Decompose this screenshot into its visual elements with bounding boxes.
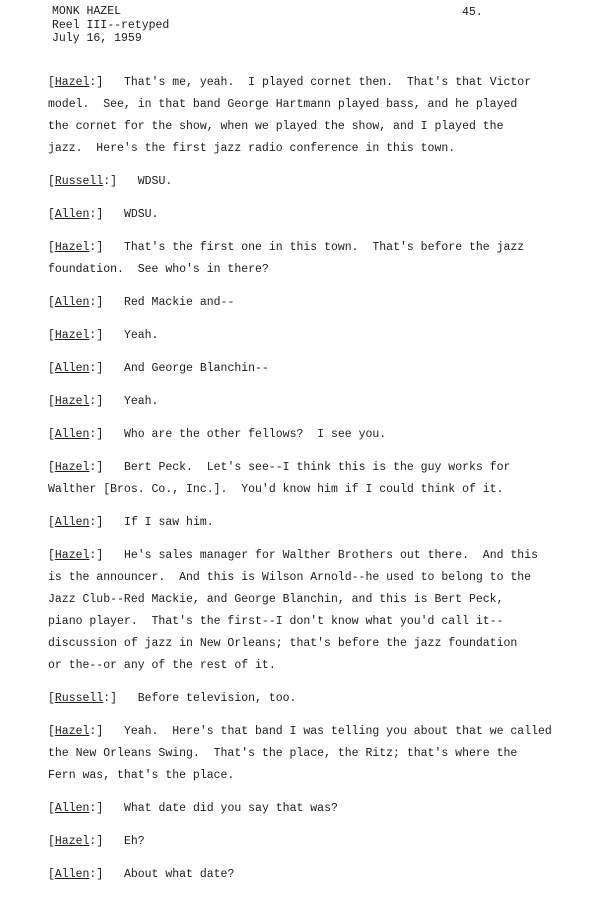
speaker-bracket: :] (89, 296, 124, 309)
speaker-bracket: :] (89, 329, 124, 342)
transcript-line (48, 116, 578, 138)
transcript-line (48, 171, 578, 193)
speaker-name: Hazel (54, 395, 90, 408)
line-text: is the announcer. And this is Wilson Arnold--he used to belong to the (48, 571, 532, 584)
line-text: Yeah. (123, 395, 159, 408)
transcript-line (48, 655, 578, 677)
speaker-name: Hazel (54, 835, 90, 848)
speaker-name: Hazel (54, 329, 90, 342)
line-text: the New Orleans Swing. That's the place, the Ritz; that's where the (48, 747, 518, 760)
speaker-bracket: [ (48, 835, 55, 848)
line-text: discussion of jazz in New Orleans; that's before the jazz foundation (48, 637, 518, 650)
speaker-turn (48, 512, 578, 534)
speaker-bracket: [ (48, 868, 55, 881)
speaker-bracket: :] (89, 76, 124, 89)
speaker-bracket: :] (89, 549, 124, 562)
speaker-name: Russell (54, 175, 104, 188)
speaker-bracket: :] (89, 725, 124, 738)
line-text: WDSU. (123, 208, 159, 221)
transcript-line (48, 325, 578, 347)
speaker-bracket: [ (48, 296, 55, 309)
line-text: Yeah. (123, 329, 159, 342)
transcript-line (48, 545, 578, 567)
speaker-bracket: :] (89, 461, 124, 474)
speaker-bracket: [ (48, 395, 55, 408)
line-text: or the--or any of the rest of it. (48, 659, 276, 672)
speaker-bracket: [ (48, 362, 55, 375)
transcript-line (48, 512, 578, 534)
page-header (52, 5, 169, 46)
line-text: If I saw him. (123, 516, 214, 529)
speaker-bracket: :] (103, 692, 138, 705)
line-text: model. See, in that band George Hartmann played bass, and he played (48, 98, 518, 111)
transcript-line (48, 831, 578, 853)
transcript-line (48, 721, 578, 743)
speaker-name: Allen (54, 362, 90, 375)
speaker-bracket: :] (89, 428, 124, 441)
line-text: And George Blanchin-- (123, 362, 269, 375)
speaker-bracket: [ (48, 692, 55, 705)
transcript-line (48, 292, 578, 314)
line-text: WDSU. (137, 175, 173, 188)
reel-label: Reel III--retyped (52, 18, 170, 32)
speaker-name: Hazel (54, 725, 90, 738)
transcript-line (48, 138, 578, 160)
speaker-turn (48, 721, 578, 787)
line-text: He's sales manager for Walther Brothers out there. And this (123, 549, 539, 562)
transcript-line (48, 204, 578, 226)
transcript-line (48, 424, 578, 446)
line-text: the cornet for the show, when we played the show, and I played the (48, 120, 504, 133)
line-text: Who are the other fellows? I see you. (123, 428, 387, 441)
transcript-line (48, 237, 578, 259)
transcript-line (48, 457, 578, 479)
speaker-bracket: [ (48, 175, 55, 188)
speaker-turn (48, 831, 578, 853)
speaker-turn (48, 171, 578, 193)
speaker-name: Hazel (54, 461, 90, 474)
speaker-bracket: :] (103, 175, 138, 188)
speaker-bracket: [ (48, 208, 55, 221)
speaker-bracket: [ (48, 329, 55, 342)
line-text: Yeah. Here's that band I was telling you about that we called (123, 725, 552, 738)
speaker-turn (48, 237, 578, 281)
transcript-line (48, 798, 578, 820)
speaker-bracket: :] (89, 516, 124, 529)
transcript-line (48, 94, 578, 116)
transcript-line (48, 391, 578, 413)
speaker-bracket: [ (48, 241, 55, 254)
transcript-line (48, 358, 578, 380)
speaker-name: Allen (54, 516, 90, 529)
speaker-name: Allen (54, 868, 90, 881)
speaker-name: Allen (54, 208, 90, 221)
speaker-bracket: :] (89, 835, 124, 848)
speaker-bracket: [ (48, 725, 55, 738)
speaker-turn (48, 292, 578, 314)
transcript-line (48, 72, 578, 94)
speaker-bracket: :] (89, 241, 124, 254)
transcript-body (48, 72, 578, 897)
speaker-turn (48, 545, 578, 677)
speaker-bracket: [ (48, 461, 55, 474)
transcript-line (48, 589, 578, 611)
speaker-bracket: :] (89, 208, 124, 221)
transcript-line (48, 743, 578, 765)
line-text: Jazz Club--Red Mackie, and George Blanchin, and this is Bert Peck, (48, 593, 504, 606)
speaker-name: Hazel (54, 76, 90, 89)
speaker-name: Hazel (54, 549, 90, 562)
speaker-bracket: [ (48, 428, 55, 441)
line-text: Red Mackie and-- (123, 296, 235, 309)
transcript-line (48, 567, 578, 589)
speaker-turn (48, 72, 578, 160)
line-text: piano player. That's the first--I don't know what you'd call it-- (48, 615, 504, 628)
speaker-turn (48, 424, 578, 446)
line-text: Walther [Bros. Co., Inc.]. You'd know him if I could think of it. (48, 483, 504, 496)
interview-date: July 16, 1959 (52, 32, 142, 45)
speaker-name: Allen (54, 802, 90, 815)
speaker-turn (48, 864, 578, 886)
transcript-line (48, 259, 578, 281)
speaker-bracket: [ (48, 516, 55, 529)
transcript-line (48, 864, 578, 886)
speaker-turn (48, 325, 578, 347)
transcript-line (48, 479, 578, 501)
speaker-name: Hazel (54, 241, 90, 254)
speaker-turn (48, 204, 578, 226)
line-text: What date did you say that was? (123, 802, 338, 815)
speaker-turn (48, 688, 578, 710)
speaker-turn (48, 798, 578, 820)
transcript-line (48, 765, 578, 787)
line-text: About what date? (123, 868, 235, 881)
page-number: 45. (462, 6, 483, 19)
line-text: Eh? (123, 835, 145, 848)
interviewee-name: MONK HAZEL (52, 5, 122, 18)
speaker-turn (48, 358, 578, 380)
speaker-turn (48, 457, 578, 501)
line-text: Before television, too. (137, 692, 297, 705)
speaker-bracket: [ (48, 76, 55, 89)
speaker-bracket: [ (48, 802, 55, 815)
speaker-bracket: :] (89, 868, 124, 881)
line-text: That's me, yeah. I played cornet then. That's that Victor (123, 76, 532, 89)
speaker-name: Allen (54, 296, 90, 309)
line-text: Bert Peck. Let's see--I think this is the guy works for (123, 461, 511, 474)
speaker-name: Russell (54, 692, 104, 705)
speaker-name: Allen (54, 428, 90, 441)
speaker-bracket: :] (89, 395, 124, 408)
speaker-bracket: [ (48, 549, 55, 562)
speaker-bracket: :] (89, 362, 124, 375)
line-text: Fern was, that's the place. (48, 769, 235, 782)
speaker-turn (48, 391, 578, 413)
line-text: jazz. Here's the first jazz radio conference in this town. (48, 142, 456, 155)
speaker-bracket: :] (89, 802, 124, 815)
line-text: That's the first one in this town. That's before the jazz (123, 241, 525, 254)
transcript-line (48, 633, 578, 655)
transcript-line (48, 688, 578, 710)
line-text: foundation. See who's in there? (48, 263, 269, 276)
transcript-line (48, 611, 578, 633)
